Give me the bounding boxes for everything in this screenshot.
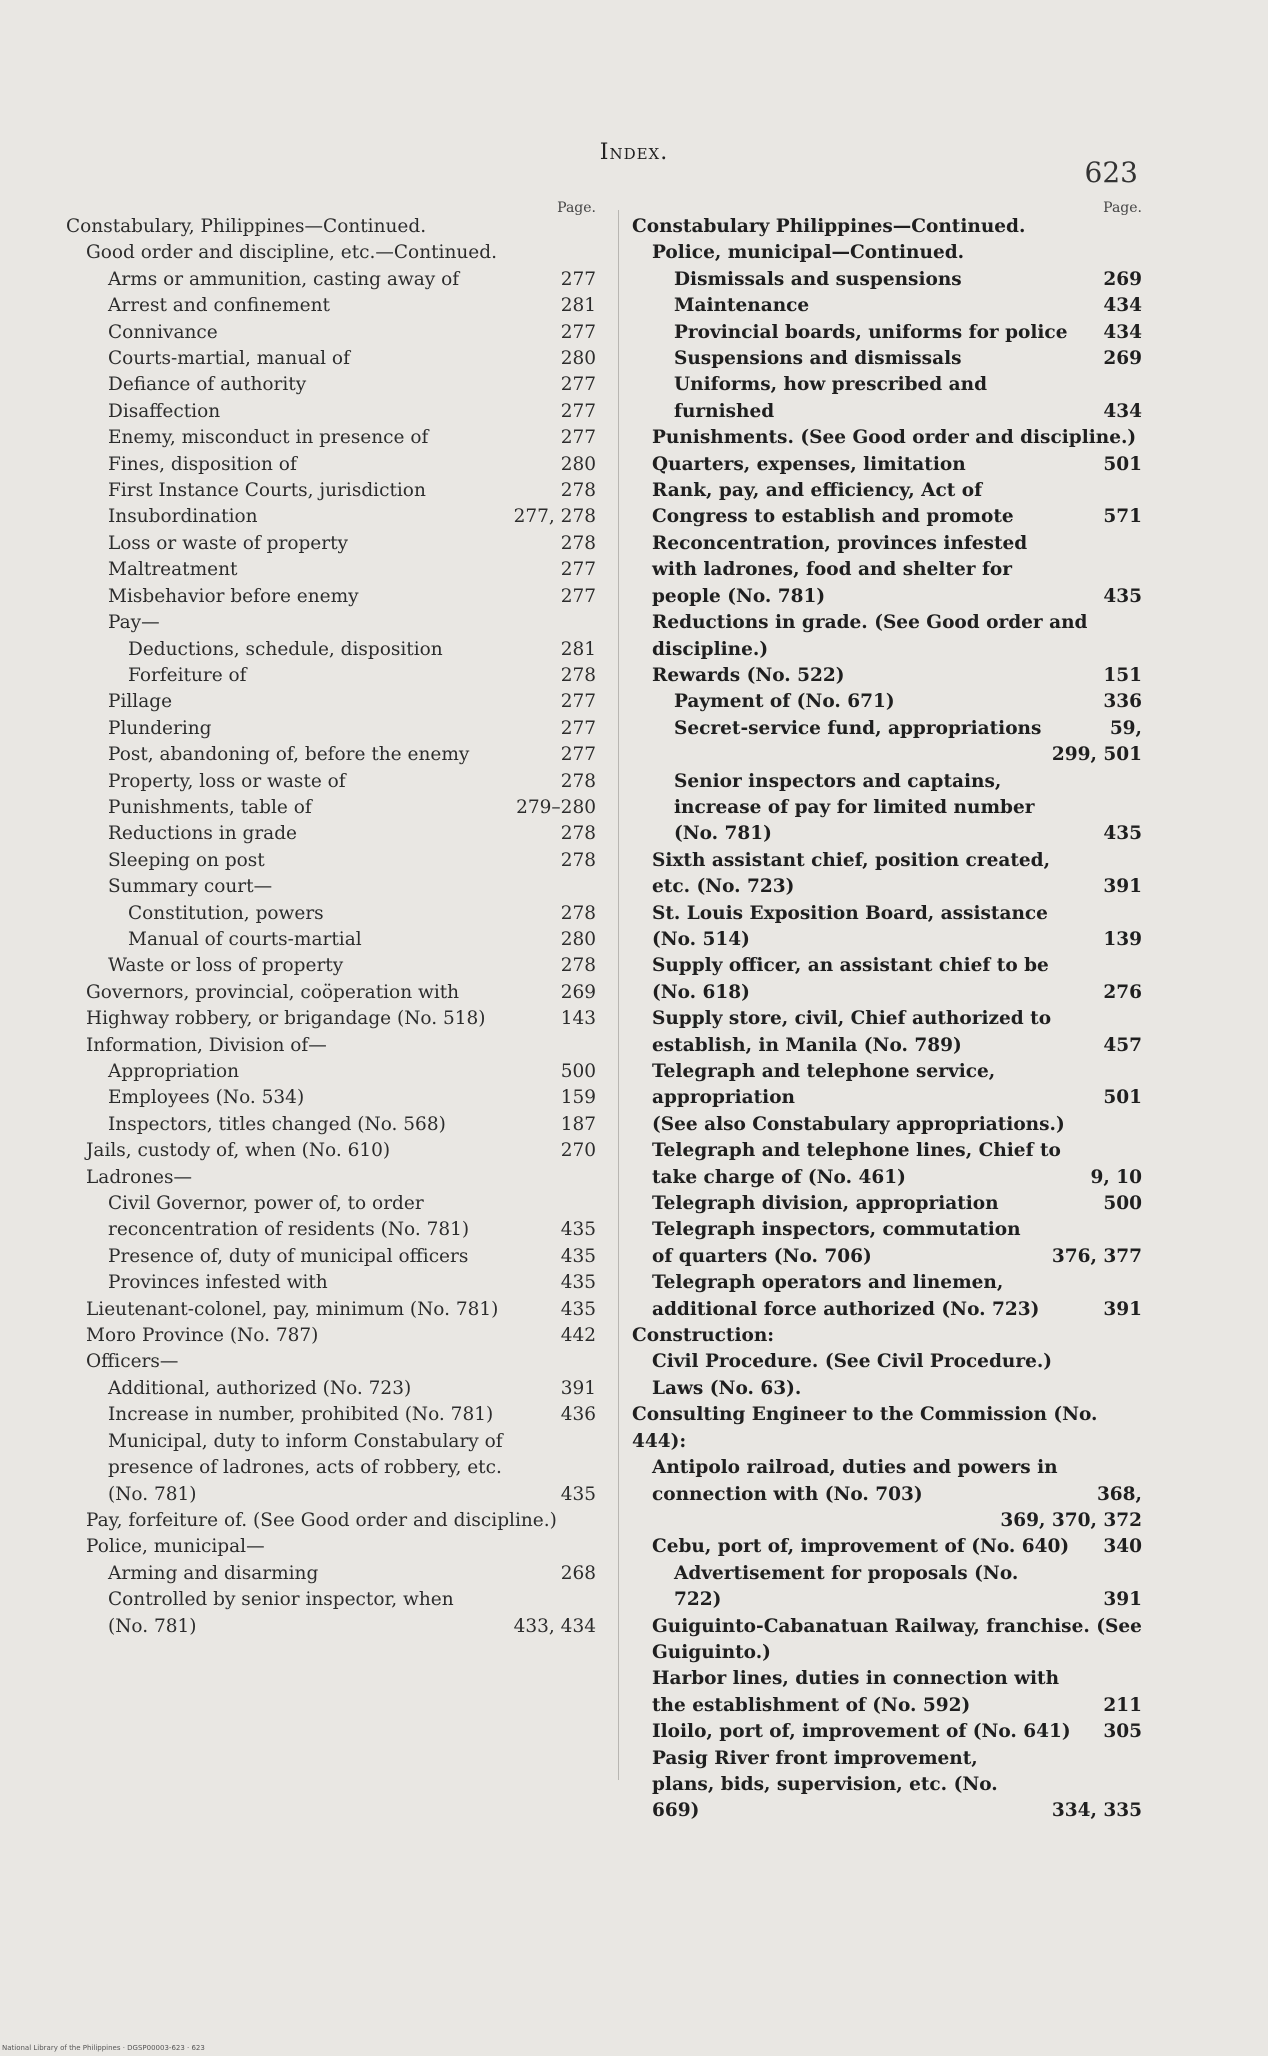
index-entry xyxy=(66,320,596,346)
page-label: Page. xyxy=(1103,200,1142,216)
left-entries xyxy=(66,214,596,1640)
index-entry xyxy=(66,293,596,319)
index-entry xyxy=(632,1376,1142,1402)
index-entry xyxy=(66,1376,596,1402)
entry-text: Cebu, port of, improvement of (No. 640) xyxy=(652,1536,1070,1558)
entry-page-ref: 281 xyxy=(560,295,596,317)
index-entry xyxy=(632,1402,1142,1455)
index-entry xyxy=(66,1270,596,1296)
index-entry xyxy=(632,769,1142,848)
index-entry xyxy=(66,769,596,795)
page-label: Page. xyxy=(557,200,596,216)
entry-text: Deductions, schedule, disposition xyxy=(128,638,443,660)
entry-page-ref: 500 xyxy=(560,1061,596,1082)
entry-page-ref: 211 xyxy=(1103,1694,1142,1716)
index-entry xyxy=(66,584,596,610)
index-entry xyxy=(66,1138,596,1164)
entry-text: Rank, pay, and efficiency, Act of Congress to establish and promote xyxy=(652,480,1014,528)
index-entry xyxy=(632,1270,1142,1323)
entry-text: Secret-service fund, appropriations xyxy=(674,717,1042,739)
index-entry xyxy=(66,716,596,742)
entry-text: Arming and disarming xyxy=(108,1562,319,1584)
index-entry xyxy=(66,1429,596,1508)
index-entry xyxy=(632,1666,1142,1719)
entry-text: Plundering xyxy=(108,717,212,739)
entry-text: Enemy, misconduct in presence of xyxy=(108,427,429,449)
entry-page-ref: 391 xyxy=(1103,876,1142,898)
index-entry xyxy=(66,874,596,900)
entry-page-ref: 277 xyxy=(560,691,596,713)
index-entry xyxy=(632,240,1142,266)
entry-text: Advertisement for proposals (No. 722) xyxy=(674,1562,1019,1611)
index-entry xyxy=(632,1323,1142,1349)
index-entry xyxy=(66,980,596,1006)
entry-text: Pillage xyxy=(108,691,173,713)
entry-text: (See also Constabulary appropriations.) xyxy=(652,1113,1065,1135)
right-column-head xyxy=(632,200,1142,214)
entry-page-ref: 435 xyxy=(560,1272,596,1294)
entry-page-ref: 435 xyxy=(1103,585,1142,607)
entry-text: Courts-martial, manual of xyxy=(108,348,350,370)
entry-text: Payment of (No. 671) xyxy=(674,691,895,713)
entry-text: Forfeiture of xyxy=(128,664,247,686)
index-entry xyxy=(632,1455,1142,1508)
entry-text: Jails, custody of, when (No. 610) xyxy=(86,1140,391,1162)
entry-page-ref: 391 xyxy=(560,1377,596,1399)
entry-text: Loss or waste of property xyxy=(108,532,348,554)
entry-page-ref: 278 xyxy=(560,770,596,792)
entry-page-ref: 278 xyxy=(560,480,596,502)
entry-page-ref: 277 xyxy=(560,427,596,449)
index-entry xyxy=(66,1085,596,1111)
right-entries xyxy=(632,214,1142,1825)
index-entry xyxy=(632,1719,1142,1745)
entry-page-ref: 334, 335 xyxy=(1051,1800,1142,1822)
entry-page-ref: 433, 434 xyxy=(513,1615,596,1637)
index-entry xyxy=(66,425,596,451)
running-title: Index. xyxy=(599,140,669,165)
entry-text: Quarters, expenses, limitation xyxy=(652,453,966,475)
entry-text: Municipal, duty to inform Constabulary of presence of ladrones, acts of robbery, etc. (No. 781) xyxy=(108,1430,503,1505)
entry-text: Senior inspectors and captains, increase of pay for limited number (No. 781) xyxy=(674,770,1035,845)
entry-text: Post, abandoning of, before the enemy xyxy=(108,744,470,766)
entry-text: Constabulary Philippines—Continued. xyxy=(632,216,1026,237)
entry-page-ref: 434 xyxy=(1103,295,1142,317)
entry-text: First Instance Courts, jurisdiction xyxy=(108,480,426,502)
entry-text: Increase in number, prohibited (No. 781) xyxy=(108,1404,494,1426)
entry-text: Ladrones— xyxy=(86,1166,192,1188)
entry-page-ref: 278 xyxy=(560,955,596,977)
entry-page-ref: 143 xyxy=(560,1008,596,1030)
index-entry-continuation xyxy=(632,1508,1142,1534)
entry-page-ref: 368, xyxy=(1096,1483,1142,1505)
index-entry xyxy=(632,372,1142,425)
entry-page-ref: 280 xyxy=(560,348,596,370)
entry-text: Police, municipal—Continued. xyxy=(652,242,965,264)
entry-page-ref: 159 xyxy=(560,1087,596,1109)
index-entry xyxy=(632,293,1142,319)
index-entry xyxy=(66,689,596,715)
entry-text: Reductions in grade. (See Good order and discipline.) xyxy=(652,612,1088,660)
entry-text: Dismissals and suspensions xyxy=(674,268,962,290)
index-entry xyxy=(66,399,596,425)
index-entry xyxy=(632,531,1142,610)
index-entry xyxy=(632,1112,1142,1138)
entry-text: Civil Governor, power of, to order reconcentration of residents (No. 781) xyxy=(108,1193,470,1241)
entry-text: Civil Procedure. (See Civil Procedure.) xyxy=(652,1351,1053,1373)
entry-page-ref: 270 xyxy=(560,1140,596,1162)
index-entry xyxy=(66,557,596,583)
index-entry xyxy=(66,1323,596,1349)
entry-text: Maltreatment xyxy=(108,559,238,581)
entry-text: Uniforms, how prescribed and furnished xyxy=(674,374,988,422)
entry-page-ref: 434 xyxy=(1103,321,1142,343)
entry-text: Property, loss or waste of xyxy=(108,770,346,792)
entry-text: Supply store, civil, Chief authorized to establish, in Manila (No. 789) xyxy=(652,1008,1052,1056)
index-entry xyxy=(66,531,596,557)
entry-page-ref: 278 xyxy=(560,849,596,871)
entry-page-ref: 280 xyxy=(560,928,596,950)
index-entry xyxy=(632,1059,1142,1112)
index-entry xyxy=(66,1508,596,1534)
entry-page-ref: 277, 278 xyxy=(513,506,596,528)
index-entry xyxy=(632,1191,1142,1217)
entry-text: Guiguinto-Cabanatuan Railway, franchise. (See Guiguinto.) xyxy=(652,1615,1142,1663)
entry-page-ref: 139 xyxy=(1103,928,1142,950)
entry-text: Sleeping on post xyxy=(108,849,265,871)
entry-text: Arrest and confinement xyxy=(108,295,330,317)
index-entry xyxy=(632,901,1142,954)
entry-text: Appropriation xyxy=(108,1061,240,1082)
index-entry xyxy=(66,637,596,663)
index-entry xyxy=(66,1587,596,1640)
entry-text: Employees (No. 534) xyxy=(108,1087,305,1109)
entry-text: Maintenance xyxy=(674,295,810,317)
entry-text: Supply officer, an assistant chief to be (No. 618) xyxy=(652,955,1049,1003)
entry-page-ref: 501 xyxy=(1103,453,1142,475)
index-entry xyxy=(66,1297,596,1323)
entry-text: Controlled by senior inspector, when (No. 781) xyxy=(108,1589,454,1637)
entry-page-ref: 280 xyxy=(560,453,596,475)
index-entry xyxy=(66,901,596,927)
index-entry xyxy=(66,1349,596,1375)
entry-page-ref: 278 xyxy=(560,532,596,554)
entry-page-ref: 269 xyxy=(1103,268,1142,290)
index-entry xyxy=(632,267,1142,293)
entry-text: Defiance of authority xyxy=(108,374,307,396)
entry-text: Additional, authorized (No. 723) xyxy=(108,1377,412,1399)
entry-text: St. Louis Exposition Board, assistance (No. 514) xyxy=(652,902,1048,950)
index-entry xyxy=(632,610,1142,663)
left-column-head xyxy=(66,200,596,214)
entry-text: Telegraph division, appropriation xyxy=(652,1193,999,1215)
entry-page-ref: 435 xyxy=(1103,823,1142,845)
index-entry xyxy=(66,953,596,979)
entry-page-ref: 59, xyxy=(1109,717,1142,739)
index-entry xyxy=(632,346,1142,372)
entry-page-ref: 336 xyxy=(1103,691,1142,713)
entry-text: Lieutenant-colonel, pay, minimum (No. 781) xyxy=(86,1298,499,1320)
entry-text: Fines, disposition of xyxy=(108,453,297,475)
entry-page-ref: 277 xyxy=(560,400,596,422)
entry-page-ref: 9, 10 xyxy=(1090,1166,1142,1188)
index-entry xyxy=(66,821,596,847)
index-entry xyxy=(632,848,1142,901)
index-entry xyxy=(632,663,1142,689)
index-entry xyxy=(66,1165,596,1191)
entry-page-ref: 571 xyxy=(1103,506,1142,528)
entry-text: Rewards (No. 522) xyxy=(652,664,845,686)
index-entry xyxy=(66,742,596,768)
entry-page-ref: 269 xyxy=(560,981,596,1003)
index-entry xyxy=(66,214,596,240)
index-entry xyxy=(66,452,596,478)
index-entry xyxy=(632,1138,1142,1191)
entry-page-ref: 442 xyxy=(560,1325,596,1347)
index-entry xyxy=(66,1033,596,1059)
entry-text: Provinces infested with xyxy=(108,1272,328,1294)
entry-text: Misbehavior before enemy xyxy=(108,585,359,607)
index-entry xyxy=(66,1561,596,1587)
index-entry xyxy=(632,953,1142,1006)
index-entry xyxy=(632,320,1142,346)
index-entry xyxy=(632,214,1142,240)
index-entry xyxy=(66,267,596,293)
index-entry-continuation xyxy=(632,742,1142,768)
entry-text: Governors, provincial, coöperation with xyxy=(86,981,460,1003)
entry-page-ref: 299, 501 xyxy=(1051,744,1142,766)
right-index-column xyxy=(632,200,1142,1825)
entry-text: Inspectors, titles changed (No. 568) xyxy=(108,1113,446,1135)
entry-text: Moro Province (No. 787) xyxy=(86,1325,319,1347)
index-entry xyxy=(632,1006,1142,1059)
scan-credit: National Library of the Philippines · DGSP00003-623 · 623 xyxy=(2,2044,205,2052)
entry-text: Consulting Engineer to the Commission (No. 444): xyxy=(632,1404,1098,1452)
entry-page-ref: 151 xyxy=(1103,664,1142,686)
entry-text: Sixth assistant chief, position created, etc. (No. 723) xyxy=(652,849,1051,898)
entry-text: Presence of, duty of municipal officers xyxy=(108,1245,469,1267)
index-entry xyxy=(66,504,596,530)
entry-text: Iloilo, port of, improvement of (No. 641) xyxy=(652,1721,1071,1743)
index-entry xyxy=(632,1349,1142,1375)
entry-text: Telegraph inspectors, commutation of quarters (No. 706) xyxy=(652,1219,1021,1267)
entry-page-ref: 391 xyxy=(1103,1298,1142,1320)
entry-page-ref: 277 xyxy=(560,717,596,739)
entry-text: Pay, forfeiture of. (See Good order and discipline.) xyxy=(86,1509,557,1531)
entry-page-ref: 369, 370, 372 xyxy=(1000,1509,1142,1531)
index-entry xyxy=(66,663,596,689)
index-entry xyxy=(66,1059,596,1085)
index-entry xyxy=(66,795,596,821)
entry-text: Pasig River front improvement, plans, bids, supervision, etc. (No. 669) xyxy=(652,1747,998,1822)
entry-text: Manual of courts-martial xyxy=(128,928,362,950)
index-entry xyxy=(66,478,596,504)
entry-text: Antipolo railroad, duties and powers in connection with (No. 703) xyxy=(652,1457,1058,1505)
entry-page-ref: 435 xyxy=(560,1483,596,1505)
entry-page-ref: 277 xyxy=(560,744,596,766)
index-entry xyxy=(66,1006,596,1032)
index-entry xyxy=(66,1402,596,1428)
index-entry xyxy=(632,689,1142,715)
left-index-column xyxy=(66,200,596,1640)
index-entry xyxy=(66,927,596,953)
entry-page-ref: 391 xyxy=(1103,1589,1142,1611)
page-number: 623 xyxy=(1084,156,1138,189)
index-entry xyxy=(632,1614,1142,1667)
index-entry xyxy=(632,1217,1142,1270)
entry-text: Telegraph and telephone service, appropriation xyxy=(652,1061,996,1109)
index-entry xyxy=(66,240,596,266)
entry-page-ref: 501 xyxy=(1103,1087,1142,1109)
column-divider xyxy=(618,210,619,1780)
entry-page-ref: 500 xyxy=(1103,1193,1142,1215)
entry-text: Laws (No. 63). xyxy=(652,1377,802,1399)
entry-page-ref: 376, 377 xyxy=(1051,1245,1142,1267)
entry-page-ref: 279–280 xyxy=(516,796,596,818)
entry-text: Pay— xyxy=(108,612,160,634)
entry-page-ref: 187 xyxy=(560,1113,596,1135)
entry-text: Good order and discipline, etc.—Continued. xyxy=(86,242,497,264)
index-entry xyxy=(66,372,596,398)
entry-page-ref: 435 xyxy=(560,1219,596,1241)
index-entry xyxy=(66,1112,596,1138)
entry-text: Reductions in grade xyxy=(108,823,297,845)
entry-text: Connivance xyxy=(108,321,218,343)
entry-text: Suspensions and dismissals xyxy=(674,348,962,370)
entry-page-ref: 269 xyxy=(1103,348,1142,370)
index-entry xyxy=(632,716,1142,742)
entry-text: Constabulary, Philippines—Continued. xyxy=(66,216,427,237)
entry-page-ref: 278 xyxy=(560,664,596,686)
entry-text: Police, municipal— xyxy=(86,1536,265,1558)
entry-text: Telegraph operators and linemen, additional force authorized (No. 723) xyxy=(652,1272,1040,1320)
entry-text: Construction: xyxy=(632,1325,775,1347)
entry-text: Disaffection xyxy=(108,400,221,422)
entry-text: Summary court— xyxy=(108,876,273,898)
entry-page-ref: 277 xyxy=(560,268,596,290)
index-entry xyxy=(66,1244,596,1270)
entry-text: Reconcentration, provinces infested with ladrones, food and shelter for people (No. 781) xyxy=(652,532,1028,607)
entry-page-ref: 277 xyxy=(560,374,596,396)
entry-page-ref: 277 xyxy=(560,585,596,607)
entry-page-ref: 278 xyxy=(560,823,596,845)
entry-page-ref: 268 xyxy=(560,1562,596,1584)
entry-text: Officers— xyxy=(86,1351,179,1373)
index-entry xyxy=(632,1561,1142,1614)
entry-text: Punishments. (See Good order and discipline.) xyxy=(652,427,1137,449)
entry-page-ref: 340 xyxy=(1103,1536,1142,1558)
entry-page-ref: 305 xyxy=(1103,1721,1142,1743)
entry-text: Punishments, table of xyxy=(108,796,312,818)
entry-page-ref: 277 xyxy=(560,321,596,343)
entry-text: Information, Division of— xyxy=(86,1034,327,1056)
entry-page-ref: 278 xyxy=(560,902,596,924)
entry-page-ref: 436 xyxy=(560,1404,596,1426)
index-entry xyxy=(66,1191,596,1244)
entry-page-ref: 276 xyxy=(1103,981,1142,1003)
entry-page-ref: 435 xyxy=(560,1245,596,1267)
entry-page-ref: 281 xyxy=(560,638,596,660)
entry-text: Highway robbery, or brigandage (No. 518) xyxy=(86,1008,486,1030)
entry-page-ref: 457 xyxy=(1103,1034,1142,1056)
entry-text: Waste or loss of property xyxy=(108,955,344,977)
entry-text: Harbor lines, duties in connection with the establishment of (No. 592) xyxy=(652,1668,1060,1716)
index-entry xyxy=(66,1534,596,1560)
entry-text: Insubordination xyxy=(108,506,258,528)
entry-text: Telegraph and telephone lines, Chief to take charge of (No. 461) xyxy=(652,1140,1061,1188)
index-entry xyxy=(632,1746,1142,1825)
index-entry xyxy=(66,610,596,636)
entry-page-ref: 435 xyxy=(560,1298,596,1320)
entry-text: Provincial boards, uniforms for police xyxy=(674,321,1068,343)
entry-page-ref: 277 xyxy=(560,559,596,581)
index-entry xyxy=(632,478,1142,531)
entry-text: Constitution, powers xyxy=(128,902,324,924)
index-entry xyxy=(632,1534,1142,1560)
entry-text: Arms or ammunition, casting away of xyxy=(108,268,460,290)
index-entry xyxy=(66,848,596,874)
index-entry xyxy=(632,452,1142,478)
entry-page-ref: 434 xyxy=(1103,400,1142,422)
index-entry xyxy=(66,346,596,372)
index-entry xyxy=(632,425,1142,451)
